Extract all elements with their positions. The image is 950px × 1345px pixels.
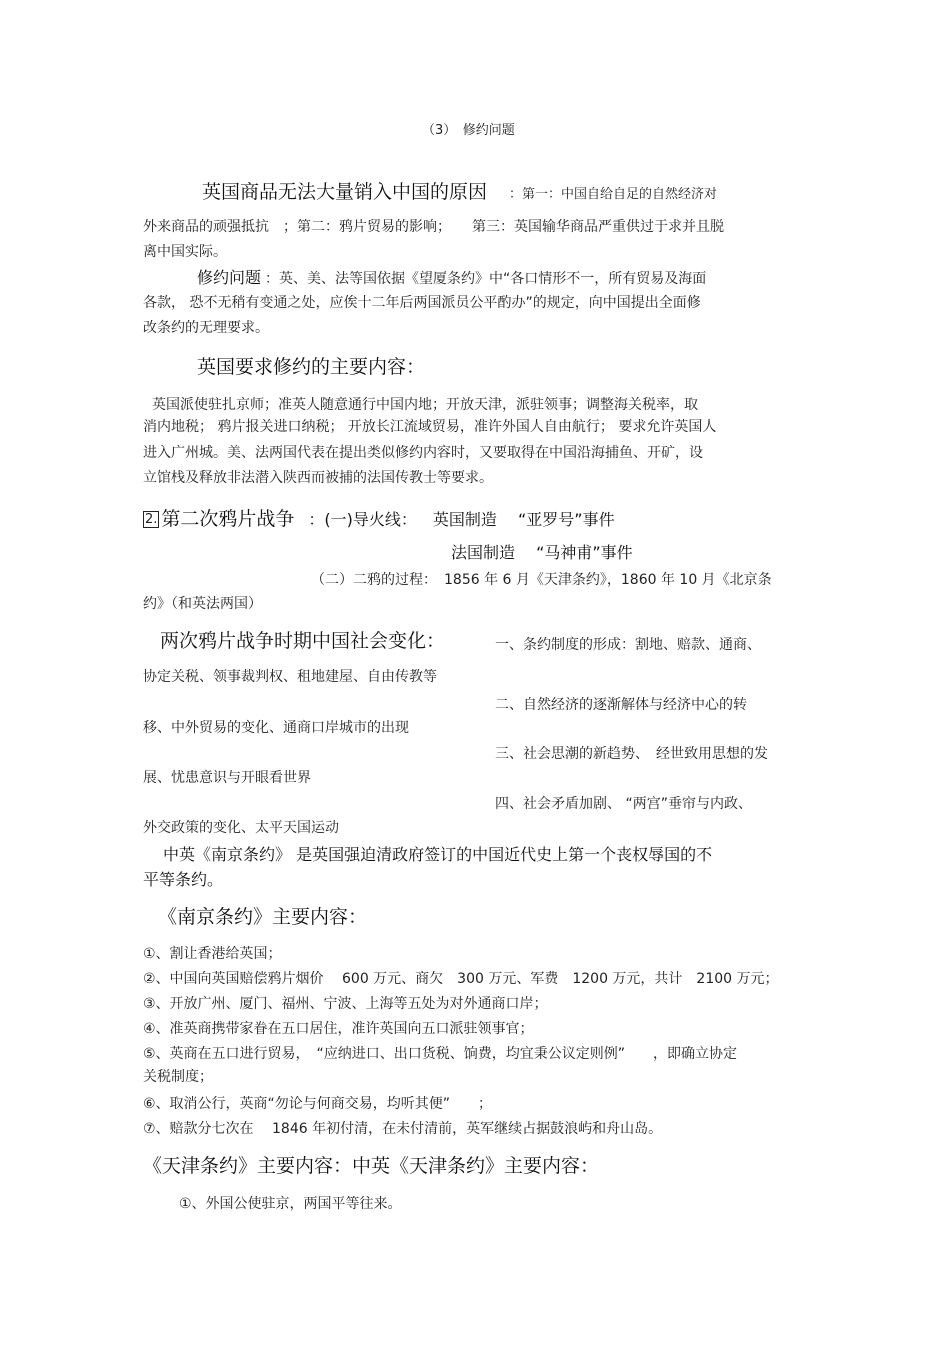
paragraph-reasons bbox=[202, 180, 717, 204]
demands-line-1: 英国派使驻扎京师；准英人随意通行中国内地；开放天津，派驻领事；调整海关税率，取 bbox=[152, 397, 698, 413]
reasons-line-3: 离中国实际。 bbox=[143, 244, 227, 260]
trigger-france: 法国制造 “马神甫”事件 bbox=[451, 543, 633, 562]
reasons-heading: 英国商品无法大量销入中国的原因 bbox=[202, 181, 488, 203]
nanjing-item: ⑤、英商在五口进行贸易， “应纳进口、出口货税、饷费，均宜秉公议定则例” ，即确立协定 bbox=[143, 1046, 738, 1062]
demands-heading: 英国要求修约的主要内容： bbox=[197, 356, 426, 378]
section-title: （3） 修约问题 bbox=[422, 123, 515, 138]
reasons-line-2: 外来商品的顽强抵抗 ；第二：鸦片贸易的影响； 第三：英国输华商品严重供过于求并且脱 bbox=[143, 219, 724, 235]
nanjing-item: 关税制度； bbox=[143, 1069, 213, 1085]
nanjing-item: ⑦、赔款分七次在 1846 年初付清，在未付清前，英军继续占据鼓浪屿和舟山岛。 bbox=[143, 1121, 663, 1137]
revision-text: ：英、美、法等国依据《望厦条约》中“各口情形不一，所有贸易及海面 bbox=[265, 271, 707, 287]
section-number: 2. bbox=[145, 512, 158, 527]
second-opium-war-row bbox=[143, 507, 615, 531]
paragraph-revision bbox=[197, 268, 706, 288]
change-item-4a: 四、社会矛盾加剧、 “两宫”垂帘与内政、 bbox=[495, 796, 752, 812]
change-item-1b: 协定关税、领事裁判权、租地建屋、自由传教等 bbox=[143, 669, 437, 685]
war-process-line-1: （二）二鸦的过程： 1856 年 6 月《天津条约》，1860 年 10 月《北京条 bbox=[311, 572, 772, 588]
nanjing-item: ③、开放广州、厦门、福州、宁波、上海等五处为对外通商口岸； bbox=[143, 996, 548, 1012]
revision-line-2: 各款， 恐不无稍有变通之处，应俟十二年后两国派员公平酌办”的规定，向中国提出全面修 bbox=[143, 295, 701, 311]
tianjin-heading: 《天津条约》主要内容：中英《天津条约》主要内容： bbox=[143, 1155, 600, 1177]
change-item-1a: 一、条约制度的形成：割地、赔款、通商、 bbox=[495, 637, 761, 653]
tianjin-item-1: ①、外国公使驻京，两国平等往来。 bbox=[179, 1196, 402, 1212]
demands-line-3: 进入广州城。美、法两国代表在提出类似修约内容时，又要取得在中国沿海捕鱼、开矿，设 bbox=[143, 445, 703, 461]
trigger-britain: 英国制造 “亚罗号”事件 bbox=[432, 510, 615, 529]
second-opium-war-title: 第二次鸦片战争 bbox=[161, 508, 295, 530]
nanjing-heading: 《南京条约》主要内容： bbox=[158, 906, 368, 928]
nanjing-intro-line-2: 平等条约。 bbox=[143, 870, 224, 889]
demands-line-4: 立馆栈及释放非法潜入陕西而被捕的法国传教士等要求。 bbox=[143, 470, 493, 486]
change-item-3b: 展、忧患意识与开眼看世界 bbox=[143, 770, 311, 786]
nanjing-item: ①、割让香港给英国； bbox=[143, 946, 282, 962]
change-item-4b: 外交政策的变化、太平天国运动 bbox=[143, 820, 339, 836]
demands-line-2: 消内地税； 鸦片报关进口纳税； 开放长江流域贸易，准许外国人自由航行； 要求允许英国人 bbox=[143, 419, 717, 435]
change-item-3a: 三、社会思潮的新趋势、 经世致用思想的发 bbox=[495, 746, 768, 762]
change-item-2b: 移、中外贸易的变化、通商口岸城市的出现 bbox=[143, 720, 409, 736]
trigger-label: ：(一)导火线： bbox=[308, 510, 417, 529]
revision-line-3: 改条约的无理要求。 bbox=[143, 320, 269, 336]
war-process-line-2: 约》（和英法两国） bbox=[143, 596, 262, 612]
nanjing-item: ⑥、取消公行，英商“勿论与何商交易，均听其便” ； bbox=[143, 1096, 493, 1112]
nanjing-item: ④、准英商携带家眷在五口居住，准许英国向五口派驻领事官； bbox=[143, 1021, 534, 1037]
revision-heading: 修约问题 bbox=[197, 268, 262, 287]
reasons-text: ：第一：中国自给自足的自然经济对 bbox=[509, 187, 718, 202]
nanjing-item: ②、中国向英国赔偿鸦片烟价 600 万元、商欠 300 万元、军费 1200 万元，共计 2100 万元； bbox=[143, 971, 779, 987]
social-change-heading: 两次鸦片战争时期中国社会变化： bbox=[160, 630, 446, 652]
nanjing-intro-line-1: 中英《南京条约》 是英国强迫清政府签订的中国近代史上第一个丧权辱国的不 bbox=[163, 845, 713, 864]
change-item-2a: 二、自然经济的逐渐解体与经济中心的转 bbox=[495, 697, 747, 713]
